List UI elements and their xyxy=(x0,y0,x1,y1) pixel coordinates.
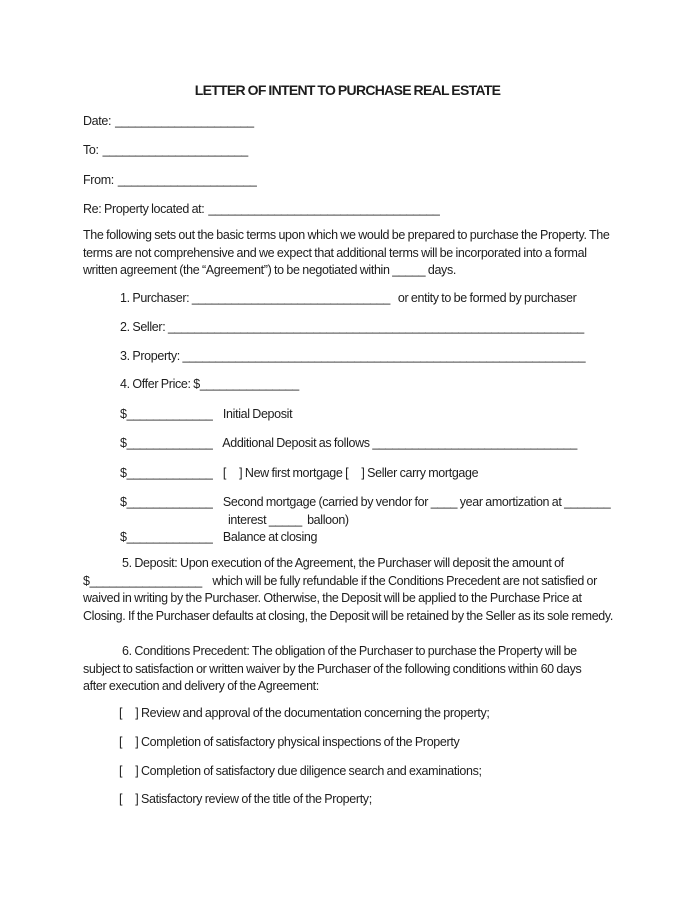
second-mortgage-line: $_____________ Second mortgage (carried by vendor for ____ year amortization at _______ xyxy=(120,495,611,509)
conditions-clause-line-3: after execution and delivery of the Agreement: xyxy=(83,679,319,693)
initial-deposit-line: $_____________ Initial Deposit xyxy=(120,407,293,421)
deposit-clause-line-1: 5. Deposit: Upon execution of the Agreement, the Purchaser will deposit the amount of xyxy=(122,556,564,570)
field-from-blank: _____________________ xyxy=(117,173,257,187)
deposit-clause-line-2: $_________________ which will be fully refundable if the Conditions Precedent are not satisfied or xyxy=(83,573,597,588)
field-date xyxy=(83,113,254,131)
field-re-property xyxy=(83,201,440,219)
deposit-clause-line-4: Closing. If the Purchaser defaults at closing, the Deposit will be retained by the Seller as its sole remedy. xyxy=(83,608,613,623)
field-date-label: Date: xyxy=(83,114,112,128)
field-to-blank: ______________________ xyxy=(102,143,248,157)
field-to xyxy=(83,142,248,160)
intro-line-3: written agreement (the “Agreement”) to be negotiated within _____ days. xyxy=(83,263,456,277)
condition-item-review-documentation: [ ] Review and approval of the documentation concerning the property; xyxy=(119,706,490,720)
condition-item-title-review: [ ] Satisfactory review of the title of the Property; xyxy=(119,792,372,806)
seller-line: 2. Seller: _______________________________________________________________ xyxy=(120,320,584,334)
intro-line-1: The following sets out the basic terms upon which we would be prepared to purchase the Property. The xyxy=(83,228,610,242)
deposit-clause xyxy=(83,555,613,625)
offer-price-line: 4. Offer Price: $_______________ xyxy=(120,377,299,391)
purchaser-line: 1. Purchaser: ______________________________ or entity to be formed by purchaser xyxy=(120,291,577,305)
balance-at-closing-line: $_____________ Balance at closing xyxy=(120,530,318,544)
intro-paragraph xyxy=(83,227,610,280)
field-from-label: From: xyxy=(83,173,114,187)
second-mortgage-continuation-line: interest _____ balloon) xyxy=(228,513,349,527)
first-mortgage-line: $_____________ [ ] New first mortgage [ ] Seller carry mortgage xyxy=(120,466,479,480)
document-title: LETTER OF INTENT TO PURCHASE REAL ESTATE xyxy=(194,82,501,98)
property-line: 3. Property: _____________________________________________________________ xyxy=(120,349,586,363)
condition-item-physical-inspections: [ ] Completion of satisfactory physical inspections of the Property xyxy=(119,735,460,749)
conditions-clause-line-2: subject to satisfaction or written waiver by the Purchaser of the following conditions within 60 days xyxy=(83,661,582,676)
field-re-property-label: Re: Property located at: xyxy=(83,202,205,216)
additional-deposit-line: $_____________ Additional Deposit as follows _______________________________ xyxy=(120,436,577,450)
field-re-property-blank: ___________________________________ xyxy=(208,202,440,216)
deposit-clause-line-3: waived in writing by the Purchaser. Otherwise, the Deposit will be applied to the Purchase Price at xyxy=(83,591,582,605)
condition-item-due-diligence: [ ] Completion of satisfactory due diligence search and examinations; xyxy=(119,764,482,778)
intro-line-2: terms are not comprehensive and we expect that additional terms will be incorporated into a formal xyxy=(83,245,587,260)
field-date-blank: _____________________ xyxy=(115,114,254,128)
conditions-clause xyxy=(83,643,581,696)
field-to-label: To: xyxy=(83,143,99,157)
conditions-clause-line-1: 6. Conditions Precedent: The obligation of the Purchaser to purchase the Property will be xyxy=(122,644,577,658)
field-from xyxy=(83,172,257,190)
